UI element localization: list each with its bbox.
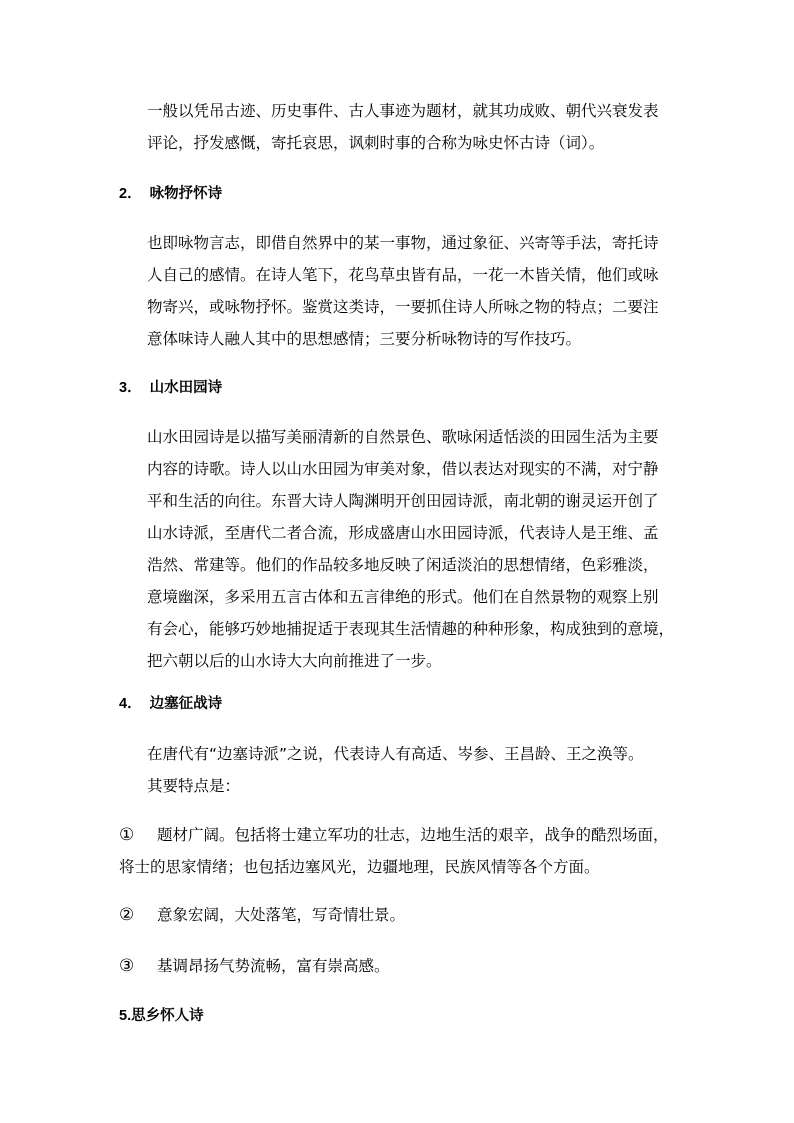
paragraph-line: 其要特点是： [147, 777, 241, 795]
section-title: 咏物抒怀诗 [149, 186, 223, 202]
paragraph-line: 有会心，能够巧妙地捕捉适于表现其生活情趣的种种形象，构成独到的意境， [147, 620, 675, 638]
feature-item-3 [119, 950, 699, 982]
section-heading-4 [119, 692, 222, 716]
section-heading-3 [119, 376, 222, 400]
paragraph-line: 浩然、常建等。他们的作品较多地反映了闲适淡泊的思想情绪，色彩雅淡， [147, 556, 659, 574]
paragraph-line: 山水田园诗是以描写美丽清新的自然景色、歌咏闲适恬淡的田园生活为主要 [147, 428, 659, 446]
section-number: 4． [119, 696, 142, 712]
paragraph-line: 人自己的感情。在诗人笔下，花鸟草虫皆有品，一花一木皆关情，他们或咏 [147, 266, 659, 284]
section-paragraph-4 [147, 738, 707, 802]
section-paragraph-2 [147, 227, 707, 355]
circled-number-1: ① [119, 825, 135, 845]
feature-item-2 [119, 899, 699, 931]
section-paragraph-3 [147, 421, 707, 677]
feature-text: 题材广阔。包括将士建立军功的壮志，边地生活的艰辛，战争的酷烈场面， [157, 826, 669, 844]
section-title: 边塞征战诗 [149, 696, 223, 712]
paragraph-line: 平和生活的向往。东晋大诗人陶渊明开创田园诗派，南北朝的谢灵运开创了 [147, 492, 659, 510]
intro-paragraph [147, 95, 707, 159]
paragraph-line: 也即咏物言志，即借自然界中的某一事物，通过象征、兴寄等手法，寄托诗 [147, 234, 659, 252]
circled-number-2: ② [119, 905, 135, 925]
paragraph-line: 在唐代有“边塞诗派”之说，代表诗人有高适、岑参、王昌龄、王之涣等。 [147, 745, 644, 763]
section-heading-2 [119, 182, 222, 206]
section-heading-5 [119, 1004, 204, 1028]
feature-item-1 [119, 819, 699, 883]
section-title: 山水田园诗 [149, 380, 223, 396]
paragraph-line: 山水诗派，至唐代二者合流，形成盛唐山水田园诗派，代表诗人是王维、孟 [147, 524, 659, 542]
paragraph-line: 意境幽深，多采用五言古体和五言律绝的形式。他们在自然景物的观察上别 [147, 588, 659, 606]
feature-text: 意象宏阔，大处落笔，写奇情壮景。 [157, 906, 406, 924]
section-number: 3． [119, 380, 142, 396]
circled-number-3: ③ [119, 956, 135, 976]
section-title: 思乡怀人诗 [131, 1008, 204, 1024]
section-number: 2． [119, 186, 142, 202]
paragraph-line: 物寄兴，或咏物抒怀。鉴赏这类诗，一要抓住诗人所咏之物的特点；二要注 [147, 298, 659, 316]
paragraph-line: 把六朝以后的山水诗大大向前推进了一步。 [147, 652, 442, 670]
paragraph-line: 意体味诗人融人其中的思想感情；三要分析咏物诗的写作技巧。 [147, 330, 582, 348]
feature-text-continued: 将士的思家情绪；也包括边塞风光，边疆地理，民族风情等各个方面。 [119, 858, 600, 876]
paragraph-line: 一般以凭吊古迹、历史事件、古人事迹为题材，就其功成败、朝代兴衰发表 [147, 102, 659, 120]
paragraph-line: 内容的诗歌。诗人以山水田园为审美对象，借以表达对现实的不满，对宁静 [147, 460, 659, 478]
section-number: 5. [119, 1008, 132, 1024]
paragraph-line: 评论，抒发感慨，寄托哀思，讽刺时事的合称为咏史怀古诗（词）。 [147, 134, 605, 152]
feature-text: 基调昂扬气势流畅，富有崇高感。 [157, 957, 390, 975]
